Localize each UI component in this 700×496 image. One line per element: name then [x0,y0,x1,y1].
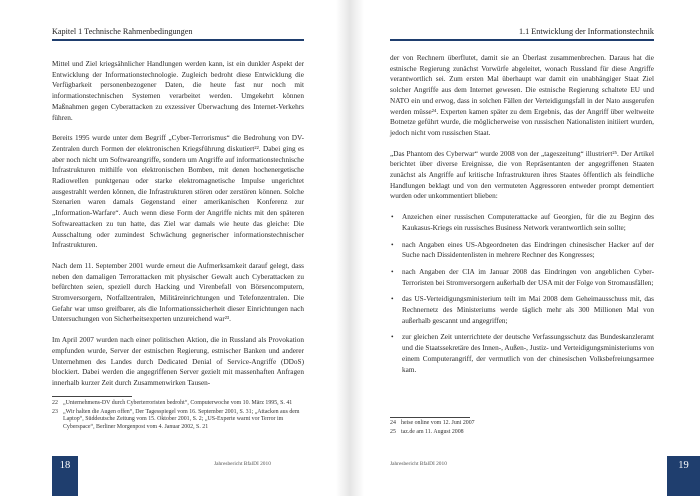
footnote-text: „Wir halten die Augen offen“, Der Tagesspiegel vom 16. September 2001, S. 31; „Attacken aus dem Laptop“, Süddeutsche Zeitung vom 15. Oktober 2001, S. 2; „US-Experte warnt vor Terror im Cyberspace“, Berliner Morgenpost vom 4. Januar 2002, S. 21 [63,408,300,430]
footnote [52,400,304,408]
footnotes [390,420,642,437]
paragraph: Nach dem 11. September 2001 wurde erneut die Aufmerksamkeit darauf gelegt, dass neben den damaligen Terrorattacken mit physischer Gewalt auch Cyberattacken zu befürchten seien, speziell durch Hacking und Virenbefall von Börsencomputern, Stromversorgern, Notfallzentralen, Militäreinrichtungen und Telefonzentralen. Die Gefahr war umso greifbarer, als die Informationssicherheit dieser Einrichtungen nach Untersuchungen von Sicherheitsexperten unzureichend war²³. [52,261,304,324]
running-header: 1.1 Entwicklung der Informationstechnik [518,27,654,36]
list-item [390,267,654,288]
bullet-list [390,212,654,375]
footnote-rule [52,396,132,397]
page-number-block [52,456,78,496]
footnote [390,429,642,437]
footer-label: Jahresbericht BfalDI 2010 [214,461,271,467]
paragraph: „Das Phantom des Cyberwar“ wurde 2008 von der „tageszeitung“ illustriert²⁵. Der Artikel berichtet über diverse Ereignisse, die von Repräsentanten der angegriffenen Staaten zunächst als Angriffe auf kritische Infrastrukturen ihres Staates öffentlich als feindliche Handlungen beklagt und von den vermuteten Aggressoren entweder prompt dementiert wurden oder unkommentiert blieben: [390,149,654,201]
paragraph: Im April 2007 wurden nach einer politischen Aktion, die in Russland als Provokation empfunden wurde, Server der estnischen Regierung, estnischer Banken und anderer Unternehmen des Landes durch Dedicated Denial of Service-Angriffe (DDoS) blockiert. Dabei werden die angegriffenen Server gezielt mit massenhaften Anfragen innerhalb kurzer Zeit durch Zusammenwirken Tausen- [52,336,304,387]
gutter-shadow [336,0,350,496]
header-rule [52,39,304,41]
running-header: Kapitel 1 Technische Rahmenbedingungen [52,27,193,36]
list-item [390,212,654,233]
paragraph: Bereits 1995 wurde unter dem Begriff „Cyber-Terrorismus“ die Bedrohung von DV-Zentralen durch Formen der elektronischen Kriegsführung diskutiert²². Dabei ging es aber noch nicht um Softwareangriffe, sondern um Angriffe auf informationstechnische Infrastrukturen mithilfe von elektronischen Bomben, mit denen hochenergetische Radiowellen punktgenau oder starke elektromagnetische Impulse ungerichtet ausgestrahlt werden können, die Infrastrukturen stören oder zerstören können. Solche Szenarien waren damals Gegenstand einer amerikanischen Konferenz zur „Information-Warfare“. Auch wenn diese Form der Angriffe nichts mit den späteren Softwareattacken zu tun hatte, das Ziel war damals wie heute das gleiche: Die Ausschaltung oder zumindest Schwächung gegnerischer informationstechnischer Infrastrukturen. [52,134,304,250]
gutter-shadow [350,0,364,496]
footnote-number: 24 [390,420,396,426]
footer-label: Jahresbericht BfalDI 2010 [390,461,447,467]
footnote-number: 23 [52,408,58,415]
footnote-text: „Unternehmens-DV durch Cyberterroristen bedroht“, Computerwoche vom 10. März 1995, S. 41 [63,400,293,406]
footnote [52,409,304,432]
footnote-text: taz.de am 11. August 2008 [401,428,464,435]
body-text [390,53,654,381]
footnote-number: 25 [390,428,396,435]
list-item-text: das US-Verteidigungsministerium teilt im Mai 2008 dem Geheimausschuss mit, das Rechnernetz des Ministeriums werde täglich mehr als 300 Millionen Mal von außerhalb gescannt und angegriffen; [402,295,654,325]
list-item [390,332,654,375]
footnote-number: 22 [52,400,58,406]
paragraph: der von Rechnern überflutet, damit sie an Überlast zusammenbrechen. Daraus hat die estnische Regierung zunächst Vorwürfe abgeleitet, wonach Russland für diese Angriffe verantwortlich sei. Zum ersten Mal überhaupt war damit ein unabhängiger Staat Ziel solcher Angriffe aus dem Internet gewesen. Die estnische Regierung schaltete EU und NATO ein und erwog, dass in solchen Fällen der Verteidigungsfall in der Nato ausgerufen werden müsse²⁴. Experten kamen später zu dem Ergebnis, das der Angriff über weltweite Botnetze geführt wurde, die möglicherweise von russischen Nationalisten initiiert wurden, jedoch nicht vom russischen Staat. [390,54,654,137]
page-number: 18 [59,460,71,471]
bullet-icon: • [391,333,394,342]
bullet-icon: • [391,240,394,249]
page-number: 19 [678,460,689,471]
bullet-icon: • [391,295,394,304]
list-item [390,240,654,261]
footnotes [52,400,304,432]
list-item-text: nach Angaben der CIA im Januar 2008 das Eindringen von angeblichen Cyber-Terroristen bei Stromversorgern außerhalb der USA mit der Folge von Stromausfällen; [402,267,654,287]
list-item-text: Anzeichen einer russischen Computerattacke auf Georgien, für die zu Beginn des Kaukasus-Kriegs ein russisches Business Network verantwortlich sein sollte; [402,213,654,232]
list-item [390,294,654,326]
header-rule [390,39,654,41]
footnote-rule [390,417,470,418]
paragraph: Mittel und Ziel kriegsähnlicher Handlungen werden kann, ist ein dunkler Aspekt der Entwicklung der Informationstechnologie. Zugleich bedroht diese Entwicklung die Verfügbarkeit personenbezogener Daten, die heute fast nur noch mit informationstechnischen Systemen verarbeitet werden. Umgekehrt können Maßnahmen gegen Cyberattacken zu exzessiver Überwachung des Internet-Verkehrs führen. [52,60,304,122]
list-item-text: zur gleichen Zeit unterrichtete der deutsche Verfassungsschutz das Bundeskanzleramt und die Staatssekretäre des Innen-, Außen-, Justiz- und Verteidigungsministeriums von einem Computerangriff, der vermutlich von der chinesischen Volksbefreiungsarmee kam. [402,333,654,374]
bullet-icon: • [391,267,394,276]
footnote-text: heise online vom 12. Juni 2007 [401,420,475,426]
bullet-icon: • [391,213,394,222]
footnote [390,420,642,428]
list-item-text: nach Angaben eines US-Abgeordneten das Eindringen chinesischer Hacker auf der Suche nach Dissidentenlisten in mehrere Rechner des Kongresses; [402,240,654,260]
right-page [350,0,700,496]
page-number-block [667,456,700,496]
body-text [52,59,304,399]
